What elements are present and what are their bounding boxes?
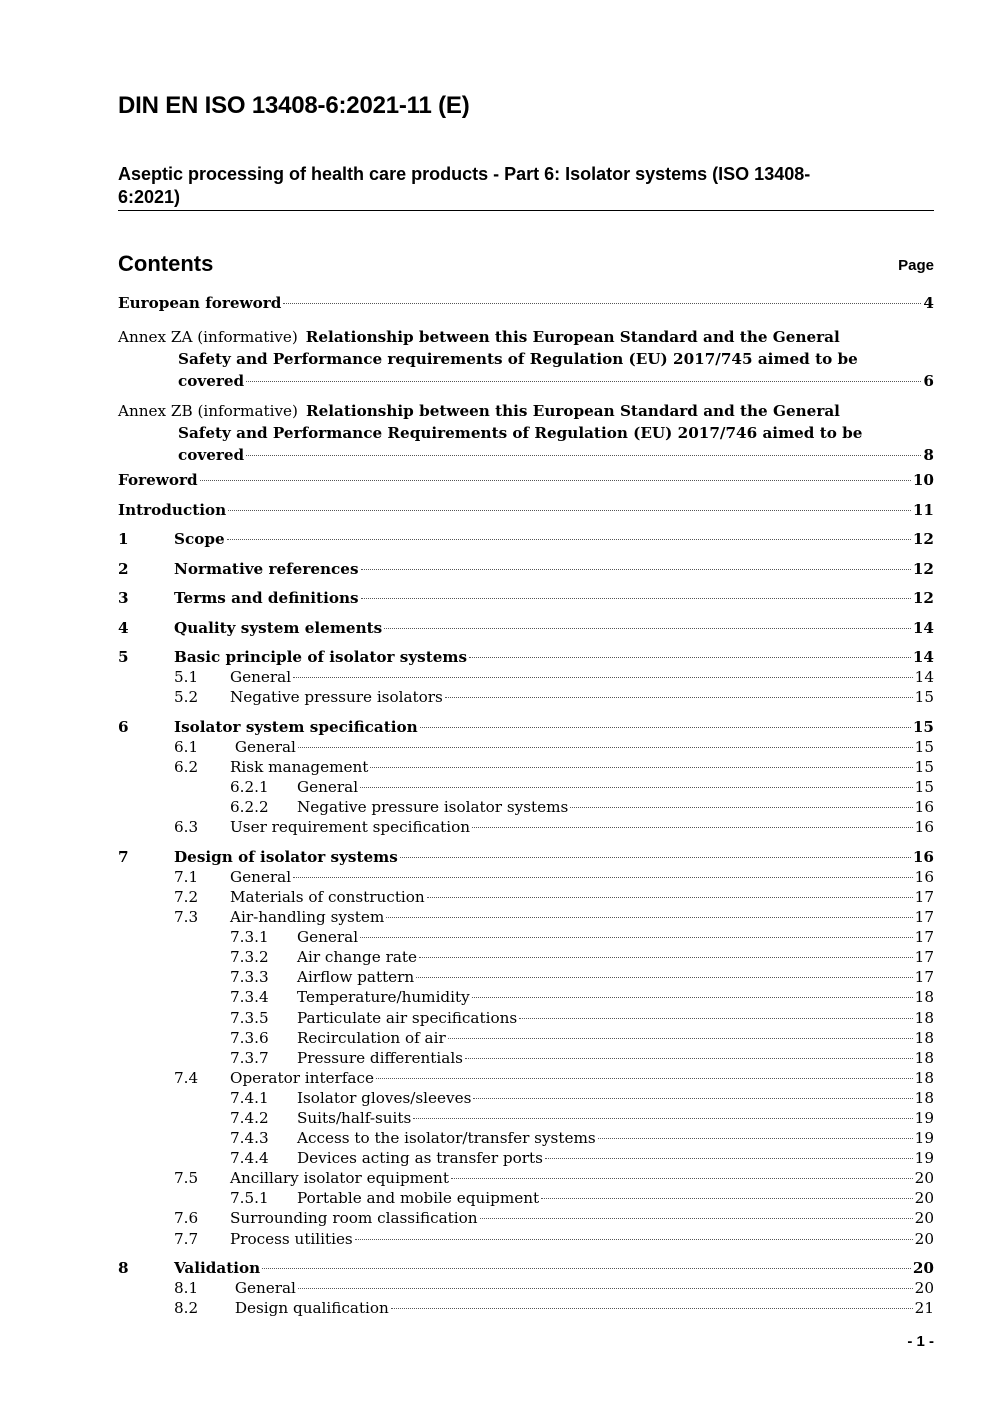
toc-entry-title: Particulate air specifications xyxy=(297,1009,518,1027)
toc-entry[interactable] xyxy=(118,560,934,582)
dot-leader xyxy=(246,381,921,382)
toc-entry[interactable] xyxy=(118,648,934,670)
page-footer-number: - 1 - xyxy=(907,1333,934,1350)
toc-entry-number: 7.4.1 xyxy=(230,1089,269,1107)
dot-leader xyxy=(541,1198,913,1199)
dot-leader xyxy=(473,1098,912,1099)
toc-entry[interactable] xyxy=(118,718,934,740)
toc-entry-number: 7.3.2 xyxy=(230,948,269,966)
toc-entry-number: 7.4 xyxy=(174,1069,199,1087)
toc-entry-number: 5.2 xyxy=(174,688,199,706)
toc-entry[interactable] xyxy=(118,778,934,800)
toc-entry[interactable] xyxy=(118,668,934,690)
toc-entry-title: Temperature/humidity xyxy=(297,988,470,1006)
dot-leader xyxy=(469,657,911,658)
toc-entry-page: 12 xyxy=(912,560,934,578)
annex-title-line: covered xyxy=(178,372,245,390)
toc-entry-number: 6.2.2 xyxy=(230,798,269,816)
toc-entry[interactable] xyxy=(118,619,934,641)
toc-entry[interactable] xyxy=(118,1189,934,1211)
toc-entry[interactable] xyxy=(118,968,934,990)
toc-entry-page: 18 xyxy=(914,1069,934,1087)
toc-entry-page: 20 xyxy=(914,1169,934,1187)
toc-entry-title: Terms and definitions xyxy=(174,589,359,607)
toc-entry[interactable] xyxy=(118,948,934,970)
toc-entry-page: 15 xyxy=(912,718,934,736)
toc-entry[interactable] xyxy=(118,1129,934,1151)
dot-leader xyxy=(427,897,913,898)
toc-entry-page: 17 xyxy=(914,948,934,966)
toc-entry-page: 15 xyxy=(914,778,934,796)
annex-title-line: Safety and Performance requirements of Regulation (EU) 2017/745 aimed to be xyxy=(178,350,858,368)
toc-entry-page: 16 xyxy=(914,818,934,836)
toc-entry-number: 7.3 xyxy=(174,908,199,926)
toc-entry-page: 16 xyxy=(914,798,934,816)
toc-entry-number: 6 xyxy=(118,718,129,736)
toc-entry-number: 7.6 xyxy=(174,1209,199,1227)
toc-entry-page: 20 xyxy=(914,1189,934,1207)
toc-entry-title: Recirculation of air xyxy=(297,1029,446,1047)
dot-leader xyxy=(246,455,921,456)
toc-entry-title: Normative references xyxy=(174,560,359,578)
toc-entry-page: 20 xyxy=(914,1209,934,1227)
dot-leader xyxy=(472,997,913,998)
toc-entry[interactable] xyxy=(118,908,934,930)
toc-entry-title: Devices acting as transfer ports xyxy=(297,1149,543,1167)
toc-entry-page: 17 xyxy=(914,928,934,946)
toc-entry-page: 6 xyxy=(923,372,934,390)
toc-entry[interactable] xyxy=(118,1049,934,1071)
dot-leader xyxy=(545,1158,913,1159)
dot-leader xyxy=(570,807,912,808)
toc-entry-number: 1 xyxy=(118,530,129,548)
document-title: DIN EN ISO 13408-6:2021-11 (E) xyxy=(118,92,470,119)
toc-entry[interactable] xyxy=(118,1259,934,1281)
toc-entry-number: 7.7 xyxy=(174,1230,199,1248)
dot-leader xyxy=(293,877,913,878)
toc-entry-title: Materials of construction xyxy=(230,888,425,906)
dot-leader xyxy=(200,480,911,481)
dot-leader xyxy=(298,1288,913,1289)
toc-entry-number: 3 xyxy=(118,589,129,607)
annex-title-line: Relationship between this European Standard and the General xyxy=(305,402,840,420)
toc-entry[interactable] xyxy=(118,1009,934,1031)
toc-entry-page: 20 xyxy=(914,1230,934,1248)
toc-entry[interactable] xyxy=(118,928,934,950)
toc-entry-number: 7.4.3 xyxy=(230,1129,269,1147)
dot-leader xyxy=(360,787,913,788)
dot-leader xyxy=(420,727,911,728)
toc-entry[interactable] xyxy=(118,758,934,780)
toc-entry-page: 15 xyxy=(914,738,934,756)
toc-entry-number: 7.3.3 xyxy=(230,968,269,986)
toc-entry-title: User requirement specification xyxy=(230,818,471,836)
toc-entry-page: 12 xyxy=(912,589,934,607)
toc-entry-title: Design qualification xyxy=(230,1299,389,1317)
dot-leader xyxy=(465,1058,913,1059)
toc-entry-title: General xyxy=(297,778,359,796)
toc-entry-title: Isolator system specification xyxy=(174,718,418,736)
toc-entry-number: 4 xyxy=(118,619,129,637)
dot-leader xyxy=(228,510,911,511)
page-column-heading: Page xyxy=(898,257,934,274)
dot-leader xyxy=(360,937,913,938)
dot-leader xyxy=(386,917,912,918)
toc-entry-title: Basic principle of isolator systems xyxy=(174,648,467,666)
toc-entry[interactable] xyxy=(118,294,934,316)
toc-entry-page: 14 xyxy=(914,668,934,686)
toc-entry-page: 16 xyxy=(914,868,934,886)
toc-entry-title: Foreword xyxy=(118,471,198,489)
dot-leader xyxy=(598,1138,913,1139)
toc-entry[interactable] xyxy=(118,1069,934,1091)
toc-entry-title: General xyxy=(230,1279,296,1297)
toc-entry[interactable] xyxy=(118,1029,934,1051)
toc-entry[interactable] xyxy=(118,1169,934,1191)
dot-leader xyxy=(391,1308,913,1309)
toc-entry-number: 7.4.2 xyxy=(230,1109,269,1127)
toc-entry-page: 20 xyxy=(914,1279,934,1297)
toc-entry[interactable] xyxy=(118,1089,934,1111)
toc-entry[interactable] xyxy=(118,589,934,611)
toc-entry[interactable] xyxy=(118,868,934,890)
dot-leader xyxy=(445,697,913,698)
toc-entry-page: 18 xyxy=(914,1029,934,1047)
toc-entry-title: Air-handling system xyxy=(230,908,385,926)
toc-entry-page: 18 xyxy=(914,1049,934,1067)
toc-entry[interactable] xyxy=(118,798,934,820)
subtitle-line: Aseptic processing of health care products - Part 6: Isolator systems (ISO 13408- xyxy=(118,164,811,184)
toc-entry-number: 8.1 xyxy=(174,1279,199,1297)
toc-entry[interactable] xyxy=(118,501,934,523)
dot-leader xyxy=(480,1218,913,1219)
toc-entry-number: 6.3 xyxy=(174,818,199,836)
toc-entry[interactable] xyxy=(118,988,934,1010)
toc-entry-page: 15 xyxy=(914,758,934,776)
toc-entry-title: Portable and mobile equipment xyxy=(297,1189,540,1207)
annex-prefix: Annex ZB (informative) xyxy=(118,402,298,420)
toc-entry[interactable] xyxy=(118,1149,934,1171)
toc-entry-number: 7 xyxy=(118,848,129,866)
toc-entry-page: 18 xyxy=(914,988,934,1006)
toc-entry-page: 11 xyxy=(912,501,934,519)
toc-entry-title: Airflow pattern xyxy=(297,968,415,986)
toc-entry[interactable] xyxy=(118,738,934,760)
annex-prefix: Annex ZA (informative) xyxy=(118,328,298,346)
toc-entry-title: Validation xyxy=(174,1259,261,1277)
toc-entry[interactable] xyxy=(118,1209,934,1231)
dot-leader xyxy=(519,1018,913,1019)
dot-leader xyxy=(283,303,921,304)
toc-entry-page: 4 xyxy=(923,294,934,312)
toc-entry-number: 7.5.1 xyxy=(230,1189,269,1207)
dot-leader xyxy=(262,1268,911,1269)
dot-leader xyxy=(355,1239,913,1240)
toc-entry-title: Introduction xyxy=(118,501,227,519)
dot-leader xyxy=(400,857,911,858)
toc-entry-page: 17 xyxy=(914,888,934,906)
annex-title-line: Relationship between this European Standard and the General xyxy=(305,328,840,346)
toc-entry-title: General xyxy=(230,738,296,756)
annex-title-line: Safety and Performance Requirements of Regulation (EU) 2017/746 aimed to be xyxy=(178,424,863,442)
toc-entry-number: 6.2 xyxy=(174,758,199,776)
toc-entry-number: 7.5 xyxy=(174,1169,199,1187)
dot-leader xyxy=(451,1178,913,1179)
toc-entry[interactable] xyxy=(118,471,934,493)
toc-entry-title: Isolator gloves/sleeves xyxy=(297,1089,472,1107)
dot-leader xyxy=(293,677,913,678)
toc-entry[interactable] xyxy=(118,818,934,840)
toc-entry-number: 7.4.4 xyxy=(230,1149,269,1167)
toc-entry-title: Operator interface xyxy=(230,1069,374,1087)
toc-entry-title: European foreword xyxy=(118,294,282,312)
toc-entry[interactable] xyxy=(118,530,934,552)
dot-leader xyxy=(227,539,911,540)
toc-entry[interactable] xyxy=(118,1230,934,1252)
toc-annex-entry[interactable] xyxy=(118,326,934,392)
toc-entry-number: 8.2 xyxy=(174,1299,199,1317)
toc-entry-page: 12 xyxy=(912,530,934,548)
toc-entry-title: General xyxy=(297,928,359,946)
toc-entry-page: 20 xyxy=(912,1259,934,1277)
toc-entry-title: Access to the isolator/transfer systems xyxy=(297,1129,596,1147)
toc-entry-number: 2 xyxy=(118,560,129,578)
toc-entry-page: 8 xyxy=(923,446,934,464)
toc-entry-title: Surrounding room classification xyxy=(230,1209,478,1227)
toc-entry-page: 17 xyxy=(914,908,934,926)
dot-leader xyxy=(361,598,911,599)
toc-entry-title: Pressure differentials xyxy=(297,1049,463,1067)
toc-entry-title: Scope xyxy=(174,530,225,548)
contents-heading: Contents xyxy=(118,251,214,276)
toc-entry-title: Air change rate xyxy=(297,948,417,966)
toc-entry[interactable] xyxy=(118,888,934,910)
toc-entry-title: Process utilities xyxy=(230,1230,353,1248)
toc-entry-number: 6.2.1 xyxy=(230,778,269,796)
toc-entry-page: 18 xyxy=(914,1089,934,1107)
dot-leader xyxy=(298,747,913,748)
toc-entry-number: 7.3.1 xyxy=(230,928,269,946)
toc-entry-title: Ancillary isolator equipment xyxy=(230,1169,449,1187)
toc-entry-number: 7.3.6 xyxy=(230,1029,269,1047)
toc-entry-title: General xyxy=(230,668,292,686)
toc-entry-title: Negative pressure isolator systems xyxy=(297,798,569,816)
dot-leader xyxy=(413,1118,912,1119)
toc-entry-number: 7.1 xyxy=(174,868,199,886)
toc-entry-page: 18 xyxy=(914,1009,934,1027)
toc-entry[interactable] xyxy=(118,848,934,870)
toc-entry-page: 16 xyxy=(912,848,934,866)
toc-entry-title: Design of isolator systems xyxy=(174,848,398,866)
toc-entry-page: 10 xyxy=(912,471,934,489)
toc-entry-number: 7.3.4 xyxy=(230,988,269,1006)
toc-entry-title: General xyxy=(230,868,292,886)
toc-entry-number: 5.1 xyxy=(174,668,199,686)
toc-entry-title: Suits/half-suits xyxy=(297,1109,412,1127)
toc-entry-number: 5 xyxy=(118,648,129,666)
toc-entry[interactable] xyxy=(118,1109,934,1131)
dot-leader xyxy=(384,628,911,629)
toc-entry-page: 19 xyxy=(914,1109,934,1127)
toc-entry[interactable] xyxy=(118,1279,934,1301)
dot-leader xyxy=(361,569,911,570)
toc-annex-entry[interactable] xyxy=(118,400,934,466)
dot-leader xyxy=(416,977,912,978)
toc-entry-number: 6.1 xyxy=(174,738,199,756)
toc-entry-page: 15 xyxy=(914,688,934,706)
annex-title-line: covered xyxy=(178,446,245,464)
toc-entry-number: 8 xyxy=(118,1259,129,1277)
dot-leader xyxy=(448,1038,913,1039)
toc-entry-page: 19 xyxy=(914,1129,934,1147)
toc-entry-number: 7.2 xyxy=(174,888,199,906)
toc-entry-number: 7.3.5 xyxy=(230,1009,269,1027)
toc-entry-title: Quality system elements xyxy=(174,619,383,637)
toc-entry[interactable] xyxy=(118,1299,934,1321)
toc-entry-page: 14 xyxy=(912,619,934,637)
toc-entry-title: Risk management xyxy=(230,758,369,776)
dot-leader xyxy=(370,767,912,768)
dot-leader xyxy=(419,957,913,958)
toc-entry-number: 7.3.7 xyxy=(230,1049,269,1067)
toc-entry-page: 21 xyxy=(914,1299,934,1317)
dot-leader xyxy=(376,1078,913,1079)
toc-entry-page: 19 xyxy=(914,1149,934,1167)
toc-entry-page: 17 xyxy=(914,968,934,986)
toc-entry[interactable] xyxy=(118,688,934,710)
toc-entry-title: Negative pressure isolators xyxy=(230,688,443,706)
subtitle-line: 6:2021) xyxy=(118,187,181,207)
dot-leader xyxy=(472,827,913,828)
toc-entry-page: 14 xyxy=(912,648,934,666)
